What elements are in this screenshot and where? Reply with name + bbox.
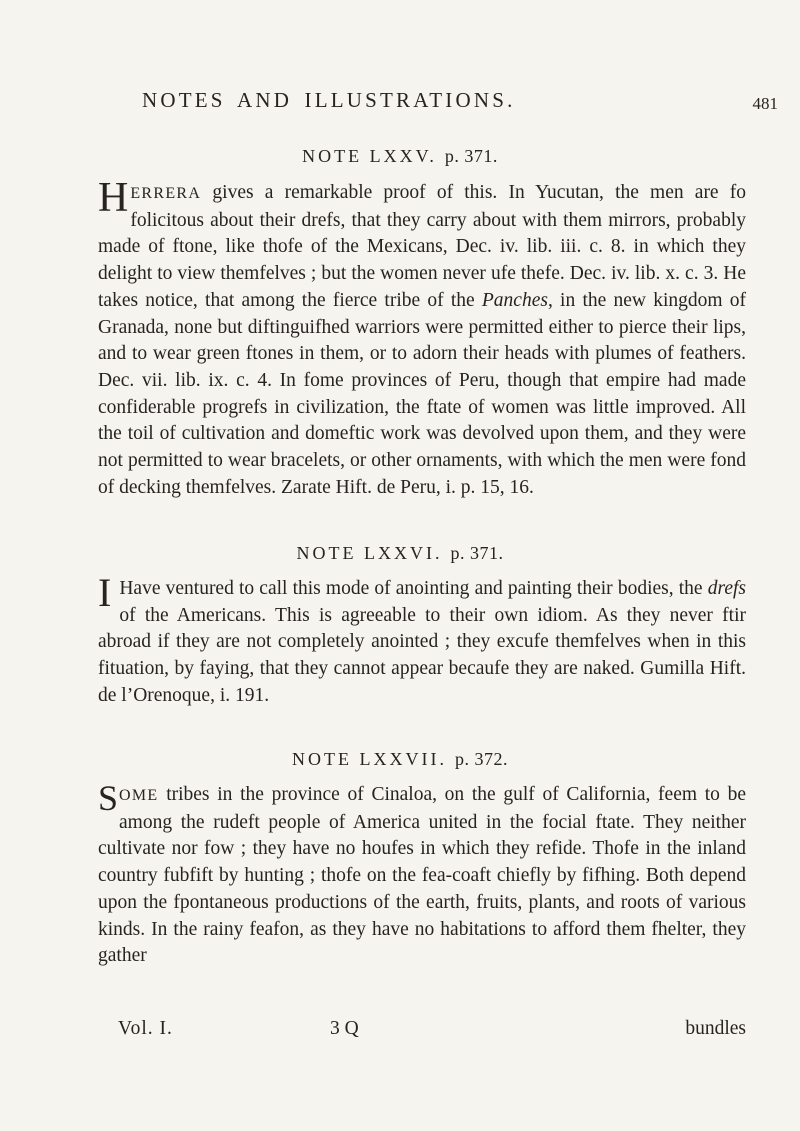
lead-word: ERRERA [130,185,202,202]
body-text: , in the new kingdom of Granada, none but diftinguifhed warriors were permitted either to pierce their lips, and to wear green ftones in them, or to adorn their heads with plumes of feathers. Dec. vii. lib. ix. c. 4. In fome provinces of Peru, though that empire had made confiderable progrefs in civilization, the ftate of women was little improved. All the toil of cultivation and domeftic work was devolved upon them, and they were not permitted to wear bracelets, or other ornaments, with which the men were fond of decking themfelves. Zarate Hift. de Peru, i. p. 15, 16. [98,289,746,498]
drop-cap: H [98,175,129,221]
note-page-ref: p. 371. [450,543,504,563]
body-text: Have ventured to call this mode of anointing and painting their bodies, the [119,578,708,599]
page-footer [118,1018,746,1048]
note-body-lxxv [98,175,746,501]
drop-cap: S [98,778,119,818]
volume-label: Vol. I. [118,1018,173,1039]
signature-mark: 3 Q [330,1018,359,1039]
italic-term: drefs [707,578,746,599]
drop-cap: I [98,570,112,615]
note-page-ref: p. 372. [454,749,508,769]
note-heading-lxxvii [0,749,800,770]
catchword: bundles [685,1018,746,1039]
lead-word: OME [119,787,159,804]
italic-term: Panches [481,289,548,311]
running-title: NOTES AND ILLUSTRATIONS. [142,88,516,112]
running-head [142,88,778,122]
note-title: NOTE LXXV. [302,146,437,166]
note-page-ref: p. 371. [444,146,498,166]
note-heading-lxxvi [0,543,800,564]
body-text: tribes in the province of Cinaloa, on the gulf of California, feem to be among the rudeft people of America united in the focial ftate. They neither cultivate nor fow ; they have no houfes in which they refide. Thofe in the inland country fubfift by hunting ; thofe on the fea-coaft chiefly by fifhing. Both depend upon the fpontaneous productions of the earth, fruits, plants, and roots of various kinds. In the rainy feafon, as they have no habitations to afford them fhelter, they gather [98,784,746,967]
note-title: NOTE LXXVII. [292,749,447,769]
note-title: NOTE LXXVI. [296,543,443,563]
body-text: gives a remarkable proof of this. In Yucutan, the men are fo folicitous about their drefs, that they carry about with them mirrors, probably made of ftone, like thofe of the Mexicans, Dec. iv. lib. iii. c. 8. in which they delight to view themfelves ; but the women never ufe thefe. Dec. iv. lib. x. c. 3. He takes notice, that among the fierce tribe of the [98,182,746,311]
page-number: 481 [752,94,778,113]
note-heading-lxxv [0,146,800,167]
note-body-lxxvi [98,570,746,710]
body-text: of the Americans. This is agreeable to their own idiom. As they never ftir abroad if they are not completely anointed ; they excufe themfelves when in this fituation, by faying, that they cannot appear becaufe they are naked. Gumilla Hift. de l’Orenoque, i. 191. [98,604,746,706]
note-body-lxxvii [98,778,746,970]
